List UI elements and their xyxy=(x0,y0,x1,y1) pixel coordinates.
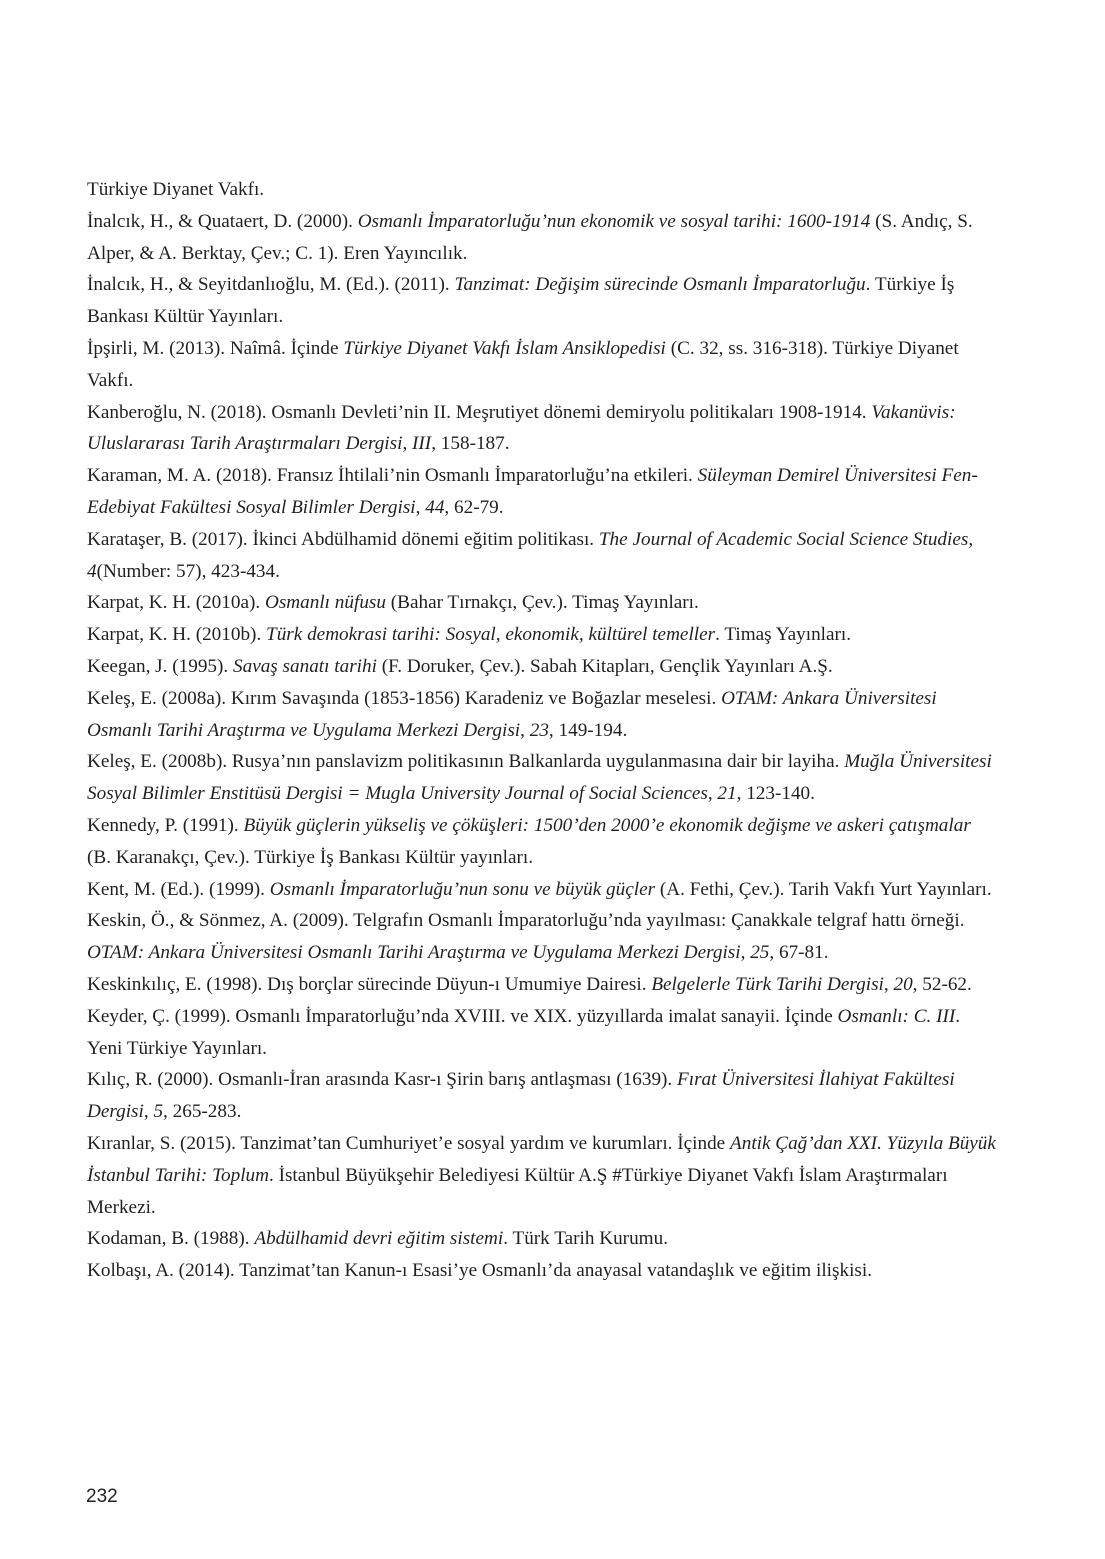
reference-italic-text: 21 xyxy=(717,783,737,805)
reference-text: Kılıç, R. (2000). Osmanlı-İran arasında Kasr-ı Şirin barış antlaşması (1639). xyxy=(87,1069,678,1091)
reference-text: , xyxy=(415,496,426,518)
reference-text: (Bahar Tırnakçı, Çev.). Timaş Yayınları. xyxy=(385,592,699,614)
reference-entry xyxy=(87,1255,999,1287)
reference-italic-text: Büyük güçlerin yükseliş ve çöküşleri: 1500’den 2000’e ekonomik değişme ve askeri çatışmalar xyxy=(243,814,971,836)
reference-italic-text: III xyxy=(412,433,432,455)
reference-text: (C. 32, ss. 316-318). Türkiye Diyanet Vakfı. xyxy=(87,337,959,391)
reference-text: (B. Karanakçı, Çev.). Türkiye İş Bankası Kültür yayınları. xyxy=(87,846,533,868)
reference-text: , 52-62. xyxy=(912,973,972,995)
reference-italic-text: Osmanlı nüfusu xyxy=(264,592,386,614)
reference-italic-text: 4 xyxy=(87,560,97,582)
reference-italic-text: Osmanlı İmparatorluğu’nun ekonomik ve sosyal tarihi: 1600-1914 xyxy=(357,210,871,232)
reference-text: Kodaman, B. (1988). xyxy=(87,1228,255,1250)
page-number: 232 xyxy=(86,1486,118,1507)
reference-entry xyxy=(87,1001,999,1065)
reference-entry xyxy=(87,651,999,683)
reference-text: . Türkiye İş Bankası Kültür Yayınları. xyxy=(87,274,955,328)
reference-italic-text: Belgelerle Türk Tarihi Dergisi xyxy=(651,973,884,995)
reference-italic-text: Türkiye Diyanet Vakfı İslam Ansiklopedisi xyxy=(343,337,666,359)
reference-italic-text: Tanzimat: Değişim sürecinde Osmanlı İmparatorluğu xyxy=(454,274,866,296)
reference-text: . Türk Tarih Kurumu. xyxy=(503,1228,668,1250)
reference-italic-text: 23 xyxy=(529,719,549,741)
reference-italic-text: Fırat Üniversitesi İlahiyat Fakültesi Dergisi xyxy=(87,1069,955,1123)
reference-text: , 158-187. xyxy=(431,433,510,455)
reference-text: İnalcık, H., & Quataert, D. (2000). xyxy=(87,210,358,232)
reference-italic-text: 44 xyxy=(425,496,445,518)
reference-text: Keskin, Ö., & Sönmez, A. (2009). Telgrafın Osmanlı İmparatorluğu’nda yayılması: Çanakkale telgraf hattı örneği. xyxy=(87,910,965,932)
reference-text: Karpat, K. H. (2010a). xyxy=(87,592,265,614)
reference-text: Karaman, M. A. (2018). Fransız İhtilali’nin Osmanlı İmparatorluğu’na etkileri. xyxy=(87,465,698,487)
reference-text: (Number: 57), 423-434. xyxy=(96,560,280,582)
reference-italic-text: Osmanlı İmparatorluğu’nun sonu ve büyük güçler xyxy=(269,878,656,900)
reference-text: , xyxy=(520,719,530,741)
reference-entry xyxy=(87,1223,999,1255)
reference-entry xyxy=(87,619,999,651)
reference-entry xyxy=(87,874,999,906)
reference-text: Karpat, K. H. (2010b). xyxy=(87,624,267,646)
reference-entry xyxy=(87,397,999,461)
reference-text: Kolbaşı, A. (2014). Tanzimat’tan Kanun-ı Esasi’ye Osmanlı’da anayasal vatandaşlık ve eğitim ilişkisi. xyxy=(87,1260,872,1282)
reference-entry xyxy=(87,460,999,524)
reference-text: . Yeni Türkiye Yayınları. xyxy=(87,1005,961,1059)
reference-text: , 149-194. xyxy=(548,719,628,741)
reference-text: Kanberoğlu, N. (2018). Osmanlı Devleti’nin II. Meşrutiyet dönemi demiryolu politikaları 1908-1914. xyxy=(87,401,872,423)
reference-entry xyxy=(87,524,999,588)
reference-italic-text: Vakanüvis: Uluslararası Tarih Araştırmaları Dergisi xyxy=(87,401,956,455)
reference-entry xyxy=(87,683,999,747)
reference-text: , 62-79. xyxy=(444,496,504,518)
reference-entry xyxy=(87,746,999,810)
reference-entry xyxy=(87,905,999,969)
reference-text: İpşirli, M. (2013). Naîmâ. İçinde xyxy=(87,337,344,359)
reference-entry xyxy=(87,269,999,333)
reference-text: Kıranlar, S. (2015). Tanzimat’tan Cumhuriyet’e sosyal yardım ve kurumları. İçinde xyxy=(87,1132,730,1154)
reference-text: Kent, M. (Ed.). (1999). xyxy=(87,878,270,900)
reference-italic-text: 5 xyxy=(153,1101,164,1123)
reference-text: Karataşer, B. (2017). İkinci Abdülhamid dönemi eğitim politikası. xyxy=(87,528,599,550)
reference-entry xyxy=(87,333,999,397)
reference-text: İnalcık, H., & Seyitdanlıoğlu, M. (Ed.). (2011). xyxy=(87,274,455,296)
reference-text: , xyxy=(402,433,413,455)
reference-text: Türkiye Diyanet Vakfı. xyxy=(87,179,265,200)
reference-entry xyxy=(87,1128,999,1223)
reference-italic-text: Süleyman Demirel Üniversitesi Fen-Edebiyat Fakültesi Sosyal Bilimler Dergisi xyxy=(87,465,978,518)
reference-italic-text: 20 xyxy=(893,973,913,995)
reference-italic-text: OTAM: Ankara Üniversitesi Osmanlı Tarihi Araştırma ve Uygulama Merkezi Dergisi xyxy=(87,942,741,964)
reference-text: , xyxy=(883,973,894,995)
reference-text: , xyxy=(143,1101,154,1123)
reference-text: , 265-283. xyxy=(163,1101,242,1123)
reference-italic-text: Osmanlı: C. III xyxy=(837,1005,956,1027)
reference-text: Keyder, Ç. (1999). Osmanlı İmparatorluğu’nda XVIII. ve XIX. yüzyıllarda imalat sanayii. İçinde xyxy=(87,1005,838,1027)
reference-italic-text: Savaş sanatı tarihi xyxy=(233,655,377,677)
reference-entry xyxy=(87,969,999,1001)
reference-italic-text: OTAM: Ankara Üniversitesi Osmanlı Tarihi Araştırma ve Uygulama Merkezi Dergisi xyxy=(87,687,937,741)
reference-text: , xyxy=(707,783,718,805)
reference-text: , 123-140. xyxy=(736,783,815,805)
reference-entry xyxy=(87,1064,999,1128)
reference-text: . Timaş Yayınları. xyxy=(715,624,852,646)
reference-italic-text: Muğla Üniversitesi Sosyal Bilimler Enstitüsü Dergisi = Mugla University Journal of Social Sciences xyxy=(87,751,992,805)
reference-text: (S. Andıç, S. Alper, & A. Berktay, Çev.; C. 1). Eren Yayıncılık. xyxy=(87,210,973,264)
reference-text: (F. Doruker, Çev.). Sabah Kitapları, Gençlik Yayınları A.Ş. xyxy=(376,655,833,677)
reference-italic-text: 25 xyxy=(750,942,770,964)
reference-text: Keleş, E. (2008a). Kırım Savaşında (1853-1856) Karadeniz ve Boğazlar meselesi. xyxy=(87,687,722,709)
reference-entry xyxy=(87,810,999,874)
reference-italic-text: Abdülhamid devri eğitim sistemi xyxy=(254,1228,504,1250)
reference-text: (A. Fethi, Çev.). Tarih Vakfı Yurt Yayınları. xyxy=(655,878,992,900)
reference-text: , xyxy=(968,528,974,550)
reference-italic-text: The Journal of Academic Social Science Studies xyxy=(598,528,969,550)
reference-italic-text: Türk demokrasi tarihi: Sosyal, ekonomik, kültürel temeller xyxy=(266,624,716,646)
reference-text: Keegan, J. (1995). xyxy=(87,655,233,677)
reference-text: Keskinkılıç, E. (1998). Dış borçlar sürecinde Düyun-ı Umumiye Dairesi. xyxy=(87,973,652,995)
reference-italic-text: Antik Çağ’dan XXI. Yüzyıla Büyük İstanbul Tarihi: Toplum xyxy=(87,1132,996,1186)
reference-text: Kennedy, P. (1991). xyxy=(87,814,244,836)
reference-text: . İstanbul Büyükşehir Belediyesi Kültür A.Ş #Türkiye Diyanet Vakfı İslam Araştırmaları Merkezi. xyxy=(87,1164,948,1218)
reference-text: Keleş, E. (2008b). Rusya’nın panslavizm politikasının Balkanlarda uygulanmasına dair bir layiha. xyxy=(87,751,845,773)
reference-entry xyxy=(87,587,999,619)
reference-text: , xyxy=(740,942,751,964)
reference-list xyxy=(87,174,999,1287)
reference-entry xyxy=(87,206,999,270)
reference-entry xyxy=(87,174,999,206)
reference-text: , 67-81. xyxy=(769,942,829,964)
